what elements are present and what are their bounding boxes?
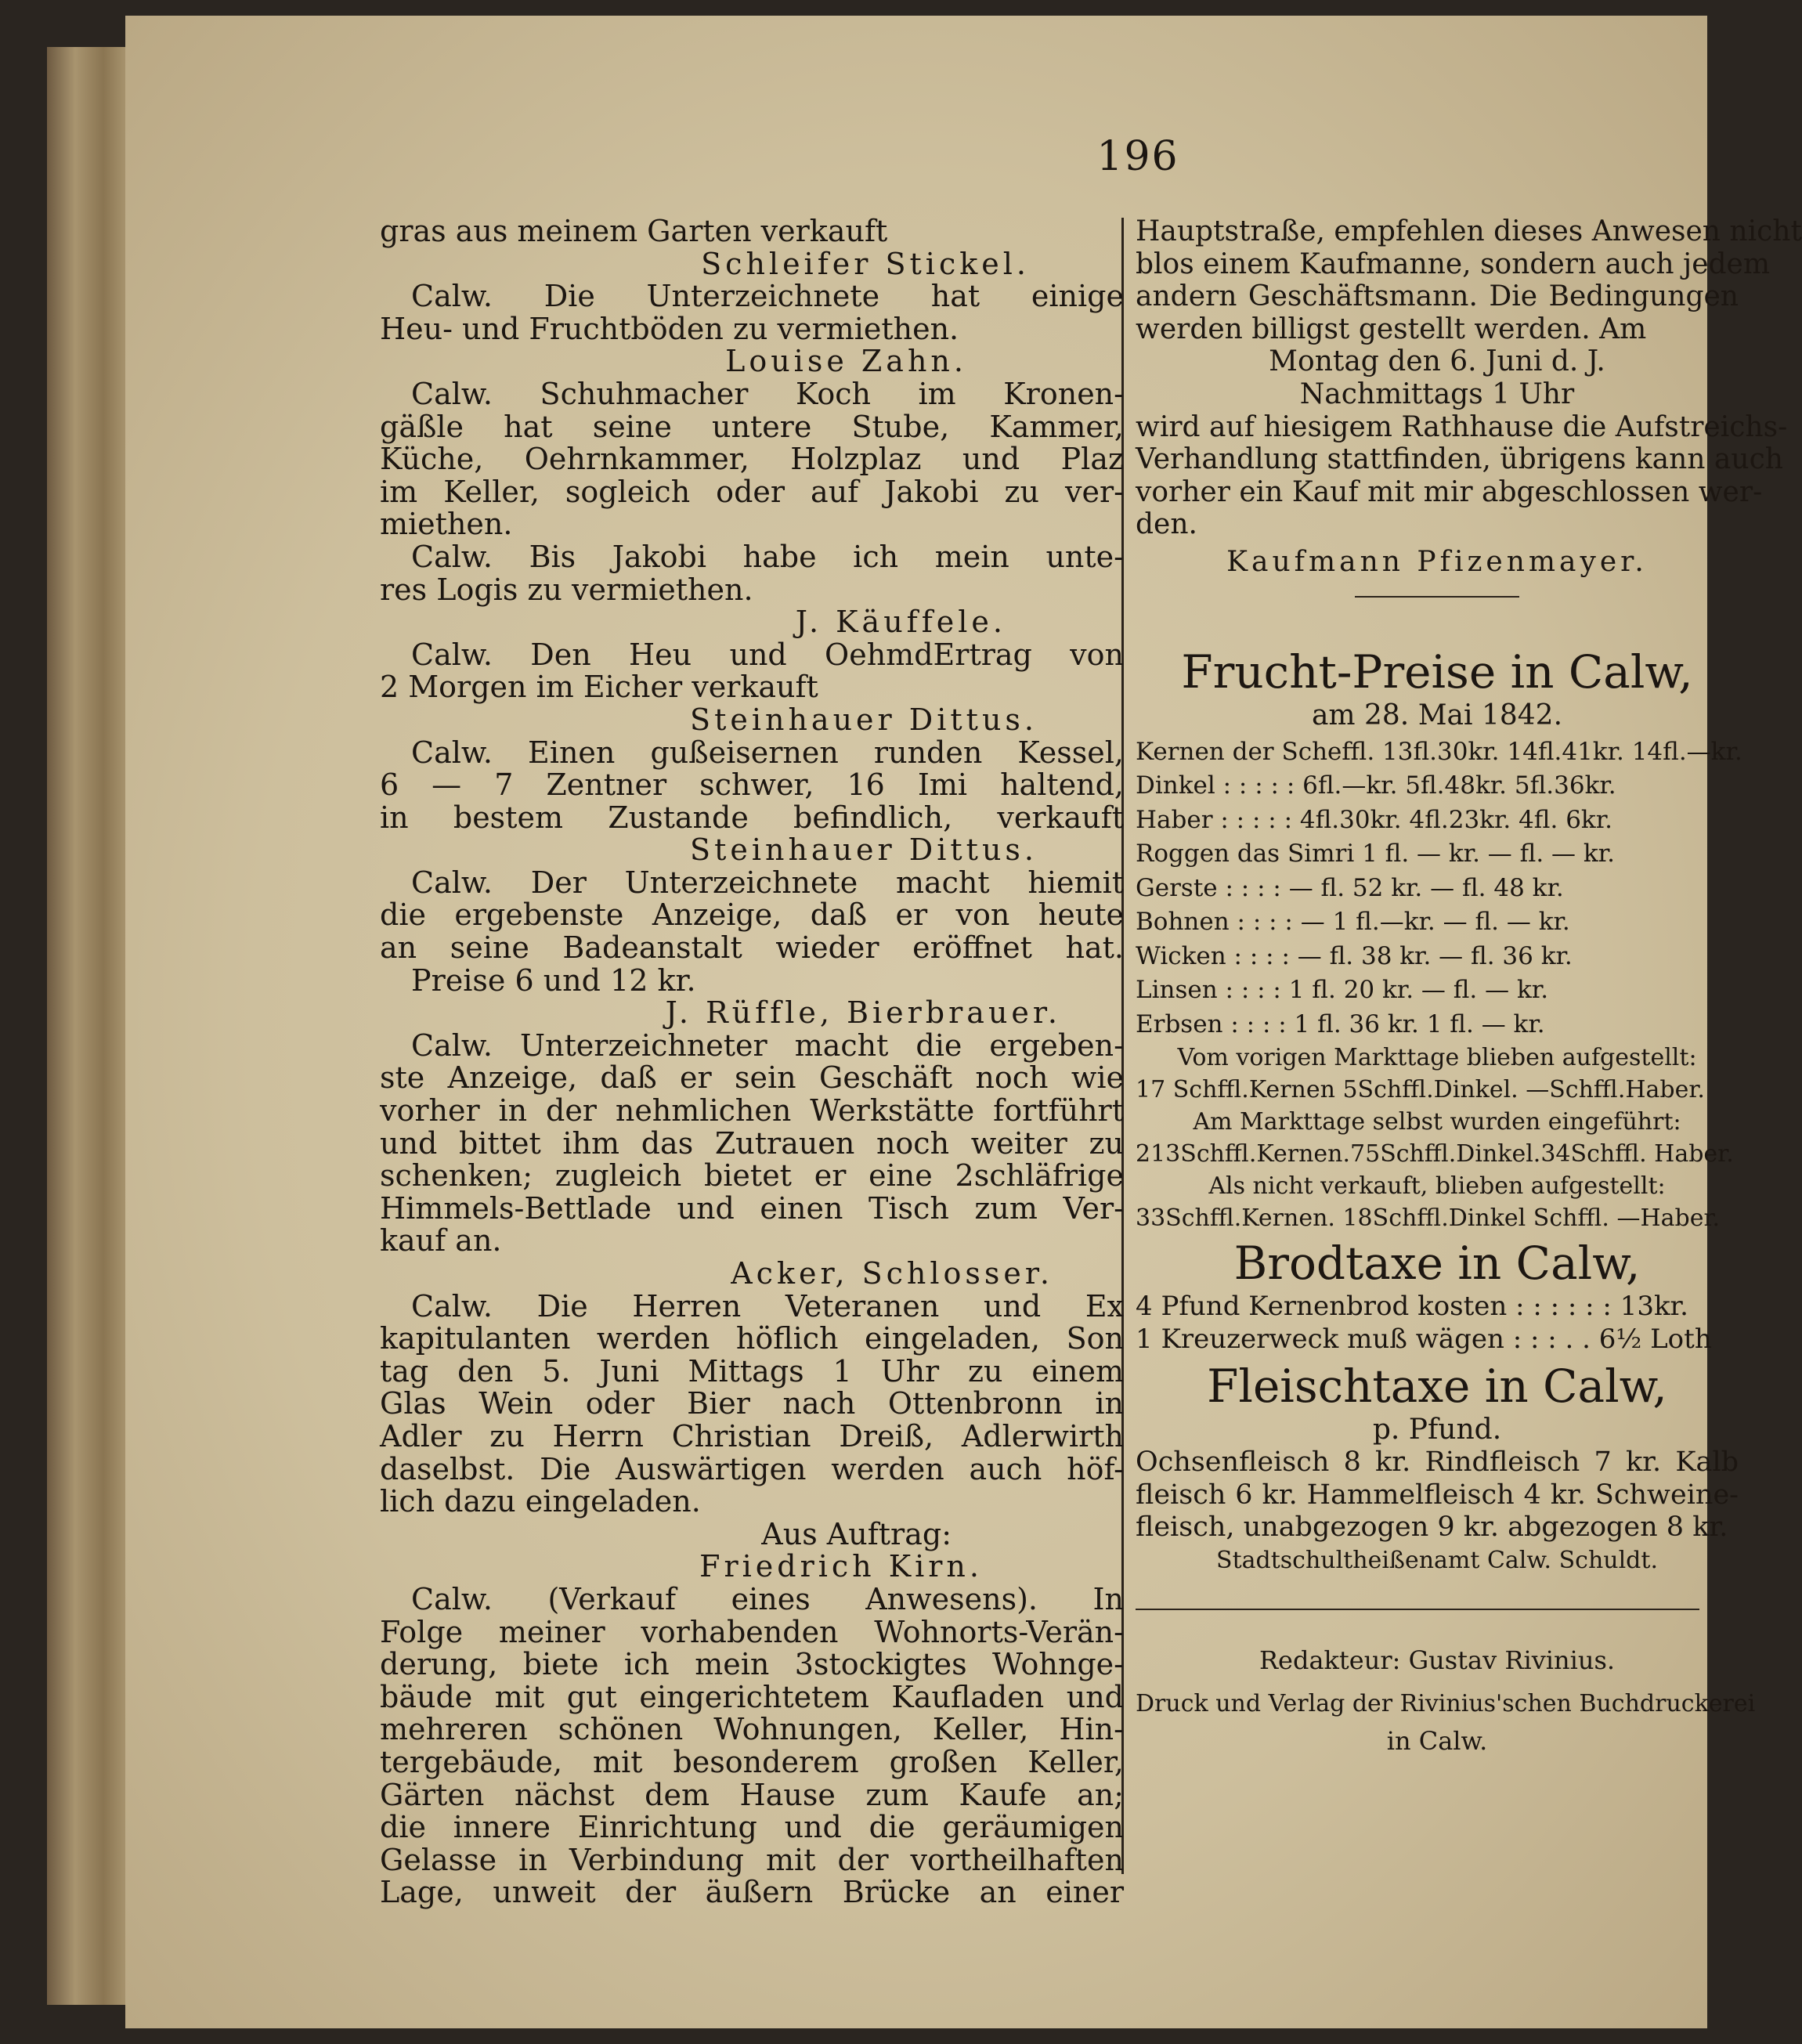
signature-line: Aus Auftrag: [761,1516,952,1551]
price-row: Gerste : : : : — fl. 52 kr. — fl. 48 kr. [1136,873,1564,902]
bread-tax-row: 1 Kreuzerweck muß wägen : : : . . 6½ Loth [1136,1323,1712,1355]
text-line: und bittet ihm das Zutrauen noch weiter zu [380,1125,1124,1161]
text-line: res Logis zu vermiethen. [380,572,753,607]
meat-tax-title: Fleischtaxe in Calw, [1207,1360,1667,1414]
text-line: gras aus meinem Garten verkauft [380,214,888,248]
notice-line: Calw. Bis Jakobi habe ich mein unte- [411,539,1124,574]
price-row: Dinkel : : : : : 6fl.—kr. 5fl.48kr. 5fl.36kr. [1136,771,1616,800]
printer-line: Druck und Verlag der Rivinius'schen Buchdruckerei [1136,1690,1756,1718]
price-row: Linsen : : : : 1 fl. 20 kr. — fl. — kr. [1136,976,1549,1005]
text-line: im Keller, sogleich oder auf Jakobi zu ver- [380,474,1124,509]
fruit-prices-title: Frucht-Preise in Calw, [1181,645,1693,699]
text-line: Folge meiner vorhabenden Wohnorts-Verän- [380,1614,1124,1649]
text-line: lich dazu eingeladen. [380,1484,701,1519]
notice-line: Calw. Der Unterzeichnete macht hiemit [411,865,1124,900]
signature-line: Steinhauer Dittus. [690,702,1038,737]
bread-tax-row: 4 Pfund Kernenbrod kosten : : : : : : 13kr. [1136,1291,1688,1323]
text-line: mehreren schönen Wohnungen, Keller, Hin- [380,1712,1124,1747]
text-line: daselbst. Die Auswärtigen werden auch höf- [380,1451,1124,1486]
imprint-divider [1136,1609,1699,1610]
meat-tax-row: fleisch 6 kr. Hammelfleisch 4 kr. Schweine- [1136,1479,1739,1511]
meat-tax-signature: Stadtschultheißenamt Calw. Schuldt. [1216,1547,1658,1574]
notice-line: Calw. Den Heu und OehmdErtrag von [411,637,1124,672]
notice-line: Calw. (Verkauf eines Anwesens). In [411,1581,1124,1616]
market-note: 33Schffl.Kernen. 18Schffl.Dinkel Schffl. —Haber. [1136,1204,1721,1233]
signature-line: Acker, Schlosser. [731,1256,1053,1291]
text-line: 6 — 7 Zentner schwer, 16 Imi haltend, [380,767,1124,803]
market-note: 213Schffl.Kernen.75Schffl.Dinkel.34Schffl. Haber. [1136,1140,1734,1168]
text-line: Heu- und Fruchtböden zu vermiethen. [380,311,959,346]
editor-line: Redakteur: Gustav Rivinius. [1259,1645,1616,1675]
price-row: Roggen das Simri 1 fl. — kr. — fl. — kr. [1136,840,1615,869]
auction-date: Montag den 6. Juni d. J. [1269,345,1605,378]
meat-tax-row: Ochsenfleisch 8 kr. Rindfleisch 7 kr. Kalb [1136,1446,1739,1479]
text-line: werden billigst gestellt werden. Am [1136,312,1647,345]
text-line: kapitulanten werden höflich eingeladen, Son [380,1321,1124,1356]
right-column [1136,215,1802,1757]
text-line: ste Anzeige, daß er sein Geschäft noch wie [380,1060,1124,1096]
meat-tax-subtitle: p. Pfund. [1372,1414,1502,1446]
text-line: schenken; zugleich bietet er eine 2schläfrige [380,1158,1124,1194]
text-line: Verhandlung stattfinden, übrigens kann auch [1136,443,1783,476]
text-line: Himmels-Bettlade und einen Tisch zum Ver- [380,1190,1124,1226]
text-line: Adler zu Herrn Christian Dreiß, Adlerwirth [380,1418,1124,1454]
text-line: in bestem Zustande befindlich, verkauft [380,800,1124,835]
market-note: Am Markttage selbst wurden eingeführt: [1193,1108,1681,1136]
fruit-prices-date: am 28. Mai 1842. [1311,699,1563,731]
text-line: Hauptstraße, empfehlen dieses Anwesen nicht [1136,215,1802,247]
text-line: Glas Wein oder Bier nach Ottenbronn in [380,1386,1124,1421]
text-line: Lage, unweit der äußern Brücke an einer [380,1875,1124,1910]
text-line: die innere Einrichtung und die geräumigen [380,1810,1124,1845]
signature-line: Schleifer Stickel. [701,246,1030,281]
market-note: 17 Schffl.Kernen 5Schffl.Dinkel. —Schffl.Haber. [1136,1076,1705,1104]
bread-tax-title: Brodtaxe in Calw, [1233,1237,1641,1291]
text-line: vorher ein Kauf mit mir abgeschlossen wer- [1136,475,1763,508]
signature-line: Steinhauer Dittus. [690,832,1038,868]
price-row: Kernen der Scheffl. 13fl.30kr. 14fl.41kr. 14fl.—kr. [1136,737,1742,766]
text-line: andern Geschäftsmann. Die Bedingungen [1136,280,1739,313]
text-line: Preise 6 und 12 kr. [411,962,696,998]
text-line: Küche, Oehrnkammer, Holzplaz und Plaz [380,442,1124,477]
meat-tax-row: fleisch, unabgezogen 9 kr. abgezogen 8 kr. [1136,1511,1728,1544]
text-line: vorher in der nehmlichen Werkstätte fortführt [380,1093,1124,1129]
notice-line: Calw. Die Herren Veteranen und Ex [411,1288,1124,1324]
text-line: bäude mit gut eingerichtetem Kaufladen und [380,1679,1124,1714]
notice-line: Calw. Schuhmacher Koch im Kronen- [411,376,1124,411]
text-line: Gärten nächst dem Hause zum Kaufe an; [380,1777,1124,1812]
text-line: Gelasse in Verbindung mit der vortheilhaften [380,1842,1124,1877]
text-line: die ergebenste Anzeige, daß er von heute [380,897,1124,933]
text-line: gäßle hat seine untere Stube, Kammer, [380,409,1124,444]
auction-time: Nachmittags 1 Uhr [1299,377,1575,410]
text-line: an seine Badeanstalt wieder eröffnet hat. [380,930,1124,966]
notice-line: Calw. Die Unterzeichnete hat einige [411,279,1124,314]
fruit-price-table [1136,735,1742,1042]
price-row: Wicken : : : : — fl. 38 kr. — fl. 36 kr. [1136,941,1573,970]
text-line: 2 Morgen im Eicher verkauft [380,670,818,705]
signature-line: Louise Zahn. [725,344,967,379]
left-column [380,215,1124,1909]
text-line: tergebäude, mit besonderem großen Keller, [380,1744,1124,1779]
text-line: blos einem Kaufmanne, sondern auch jedem [1136,247,1770,280]
notice-line: Calw. Einen gußeisernen runden Kessel, [411,735,1124,770]
page-number: 196 [1096,133,1179,180]
notice-line: Calw. Unterzeichneter macht die ergeben- [411,1027,1124,1063]
signature-line: Kaufmann Pfizenmayer. [1226,545,1648,578]
market-note: Vom vorigen Markttage blieben aufgestellt: [1177,1044,1697,1072]
place-line: in Calw. [1386,1725,1488,1756]
signature-line: J. Rüffle, Bierbrauer. [665,995,1061,1031]
text-line: kauf an. [380,1223,502,1259]
newspaper-page [125,16,1802,2028]
signature-line: J. Käuffele. [795,605,1006,640]
text-line: tag den 5. Juni Mittags 1 Uhr zu einem [380,1353,1124,1389]
text-line: wird auf hiesigem Rathhause die Aufstreichs- [1136,410,1788,443]
signature-line: Friedrich Kirn. [699,1549,983,1584]
price-row: Haber : : : : : 4fl.30kr. 4fl.23kr. 4fl. 6kr. [1136,805,1612,834]
text-line: miethen. [380,507,513,542]
text-line: den. [1136,508,1197,541]
text-line: derung, biete ich mein 3stockigtes Wohnge- [380,1647,1124,1682]
section-divider [1355,596,1519,598]
market-note: Als nicht verkauft, blieben aufgestellt: [1208,1172,1666,1201]
price-row: Erbsen : : : : 1 fl. 36 kr. 1 fl. — kr. [1136,1009,1545,1038]
price-row: Bohnen : : : : — 1 fl.—kr. — fl. — kr. [1136,908,1570,937]
